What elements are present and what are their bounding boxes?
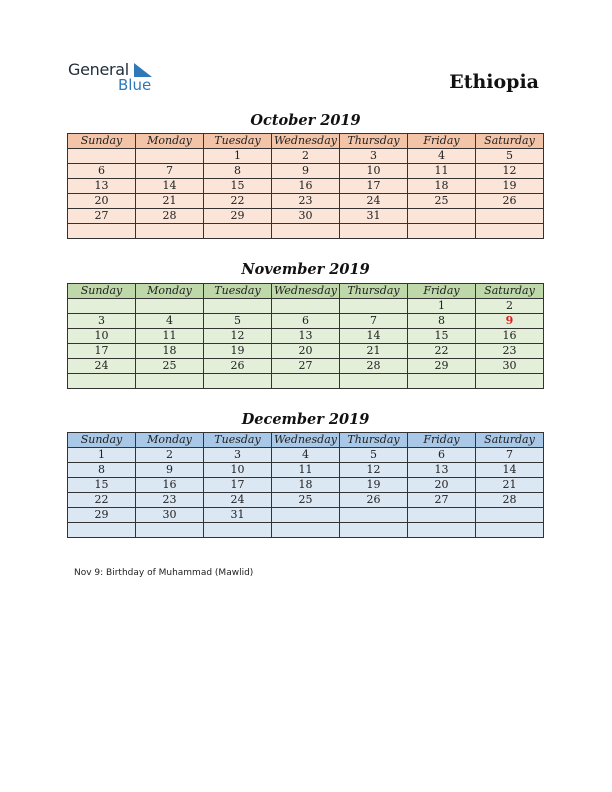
day-cell: 8 (68, 463, 136, 478)
day-cell: 31 (340, 209, 408, 224)
week-row (68, 359, 544, 374)
day-cell: 27 (272, 359, 340, 374)
week-row (68, 194, 544, 209)
day-cell: 31 (204, 508, 272, 523)
holiday-note: Nov 9: Birthday of Muhammad (Mawlid) (74, 568, 254, 578)
day-cell (408, 224, 476, 239)
day-cell (272, 374, 340, 389)
day-cell (136, 224, 204, 239)
day-cell: 30 (136, 508, 204, 523)
day-cell: 29 (204, 209, 272, 224)
day-cell: 3 (204, 448, 272, 463)
day-cell: 10 (204, 463, 272, 478)
week-row (68, 344, 544, 359)
day-cell: 13 (272, 329, 340, 344)
day-cell (408, 523, 476, 538)
country-title: Ethiopia (449, 71, 539, 93)
day-cell: 4 (408, 149, 476, 164)
day-cell: 15 (68, 478, 136, 493)
weekday-header: Monday (136, 433, 204, 448)
day-cell (408, 209, 476, 224)
weekday-header: Saturday (476, 134, 544, 149)
month-title-december: December 2019 (241, 411, 370, 428)
weekday-header: Wednesday (272, 134, 340, 149)
weekday-header: Tuesday (204, 284, 272, 299)
day-cell (136, 523, 204, 538)
day-cell: 22 (408, 344, 476, 359)
week-row (68, 493, 544, 508)
weekday-header-row (68, 134, 544, 149)
day-cell: 1 (204, 149, 272, 164)
day-cell: 20 (68, 194, 136, 209)
day-cell: 13 (408, 463, 476, 478)
day-cell (136, 374, 204, 389)
calendar-october (67, 133, 544, 239)
weekday-header-row (68, 284, 544, 299)
day-cell: 5 (340, 448, 408, 463)
day-cell: 24 (68, 359, 136, 374)
day-cell: 1 (408, 299, 476, 314)
week-row (68, 224, 544, 239)
day-cell: 18 (136, 344, 204, 359)
day-cell (476, 374, 544, 389)
day-cell (204, 374, 272, 389)
day-cell (136, 299, 204, 314)
day-cell: 6 (408, 448, 476, 463)
logo-triangle-icon (134, 63, 154, 77)
day-cell: 17 (204, 478, 272, 493)
day-cell: 7 (136, 164, 204, 179)
day-cell: 1 (68, 448, 136, 463)
day-cell: 15 (204, 179, 272, 194)
day-cell: 27 (408, 493, 476, 508)
day-cell: 12 (204, 329, 272, 344)
day-cell: 23 (476, 344, 544, 359)
day-cell: 26 (340, 493, 408, 508)
day-cell (204, 523, 272, 538)
day-cell: 3 (68, 314, 136, 329)
day-cell (68, 523, 136, 538)
day-cell: 24 (340, 194, 408, 209)
week-row (68, 299, 544, 314)
day-cell: 2 (272, 149, 340, 164)
day-cell: 24 (204, 493, 272, 508)
day-cell: 14 (476, 463, 544, 478)
day-cell: 25 (272, 493, 340, 508)
weekday-header: Friday (408, 284, 476, 299)
day-cell: 10 (68, 329, 136, 344)
day-cell: 9 (272, 164, 340, 179)
day-cell: 22 (68, 493, 136, 508)
day-cell: 6 (68, 164, 136, 179)
day-cell: 18 (272, 478, 340, 493)
day-cell: 14 (136, 179, 204, 194)
day-cell (68, 224, 136, 239)
day-cell: 19 (204, 344, 272, 359)
day-cell: 20 (408, 478, 476, 493)
day-cell: 4 (272, 448, 340, 463)
day-cell: 8 (408, 314, 476, 329)
day-cell: 28 (136, 209, 204, 224)
week-row (68, 463, 544, 478)
day-cell: 5 (204, 314, 272, 329)
day-cell (408, 508, 476, 523)
weekday-header: Wednesday (272, 284, 340, 299)
day-cell: 22 (204, 194, 272, 209)
week-row (68, 329, 544, 344)
day-cell: 18 (408, 179, 476, 194)
day-cell: 16 (476, 329, 544, 344)
day-cell: 20 (272, 344, 340, 359)
day-cell: 7 (340, 314, 408, 329)
week-row (68, 164, 544, 179)
logo-blue-text: Blue (118, 76, 152, 94)
day-cell: 15 (408, 329, 476, 344)
weekday-header: Friday (408, 433, 476, 448)
day-cell: 19 (340, 478, 408, 493)
weekday-header: Monday (136, 284, 204, 299)
day-cell (340, 299, 408, 314)
day-cell: 14 (340, 329, 408, 344)
day-cell: 28 (476, 493, 544, 508)
weekday-header: Thursday (340, 134, 408, 149)
day-cell: 5 (476, 149, 544, 164)
week-row (68, 508, 544, 523)
week-row (68, 149, 544, 164)
week-row (68, 179, 544, 194)
weekday-header: Sunday (68, 433, 136, 448)
day-cell (476, 508, 544, 523)
month-title-november: November 2019 (241, 261, 370, 278)
day-cell (476, 523, 544, 538)
day-cell (340, 523, 408, 538)
day-cell: 30 (272, 209, 340, 224)
weekday-header: Thursday (340, 284, 408, 299)
day-cell: 30 (476, 359, 544, 374)
day-cell (204, 224, 272, 239)
day-cell (136, 149, 204, 164)
day-cell: 2 (476, 299, 544, 314)
day-cell: 16 (136, 478, 204, 493)
day-cell: 17 (340, 179, 408, 194)
day-cell: 10 (340, 164, 408, 179)
holiday-notes (74, 568, 253, 578)
calendar-december (67, 432, 544, 538)
day-cell (68, 149, 136, 164)
weekday-header: Tuesday (204, 433, 272, 448)
day-cell (408, 374, 476, 389)
logo-general-text: General (68, 60, 129, 79)
day-cell: 26 (204, 359, 272, 374)
calendar-november (67, 283, 544, 389)
day-cell: 25 (136, 359, 204, 374)
day-cell: 23 (136, 493, 204, 508)
weekday-header: Sunday (68, 134, 136, 149)
weekday-header: Friday (408, 134, 476, 149)
day-cell: 25 (408, 194, 476, 209)
day-cell (272, 508, 340, 523)
day-cell: 26 (476, 194, 544, 209)
week-row (68, 314, 544, 329)
day-cell: 12 (340, 463, 408, 478)
day-cell: 13 (68, 179, 136, 194)
day-cell: 2 (136, 448, 204, 463)
day-cell: 19 (476, 179, 544, 194)
day-cell: 8 (204, 164, 272, 179)
weekday-header: Saturday (476, 433, 544, 448)
weekday-header: Saturday (476, 284, 544, 299)
day-cell (272, 224, 340, 239)
day-cell: 12 (476, 164, 544, 179)
day-cell: 28 (340, 359, 408, 374)
weekday-header: Sunday (68, 284, 136, 299)
day-cell: 9 (476, 314, 544, 329)
day-cell: 29 (408, 359, 476, 374)
day-cell: 21 (476, 478, 544, 493)
day-cell (340, 224, 408, 239)
week-row (68, 478, 544, 493)
month-title-october: October 2019 (250, 112, 361, 129)
day-cell: 11 (408, 164, 476, 179)
day-cell: 21 (136, 194, 204, 209)
day-cell: 29 (68, 508, 136, 523)
weekday-header: Monday (136, 134, 204, 149)
day-cell (272, 299, 340, 314)
day-cell (340, 374, 408, 389)
day-cell: 23 (272, 194, 340, 209)
generalblue-logo (68, 60, 168, 96)
day-cell: 3 (340, 149, 408, 164)
day-cell (340, 508, 408, 523)
day-cell (204, 299, 272, 314)
day-cell (68, 374, 136, 389)
day-cell: 16 (272, 179, 340, 194)
day-cell: 4 (136, 314, 204, 329)
day-cell (68, 299, 136, 314)
day-cell: 6 (272, 314, 340, 329)
day-cell (476, 224, 544, 239)
day-cell: 9 (136, 463, 204, 478)
week-row (68, 523, 544, 538)
week-row (68, 448, 544, 463)
day-cell: 11 (136, 329, 204, 344)
day-cell: 21 (340, 344, 408, 359)
weekday-header: Tuesday (204, 134, 272, 149)
weekday-header-row (68, 433, 544, 448)
weekday-header: Thursday (340, 433, 408, 448)
weekday-header: Wednesday (272, 433, 340, 448)
day-cell: 7 (476, 448, 544, 463)
week-row (68, 374, 544, 389)
week-row (68, 209, 544, 224)
day-cell: 17 (68, 344, 136, 359)
day-cell: 27 (68, 209, 136, 224)
day-cell: 11 (272, 463, 340, 478)
day-cell (476, 209, 544, 224)
day-cell (272, 523, 340, 538)
